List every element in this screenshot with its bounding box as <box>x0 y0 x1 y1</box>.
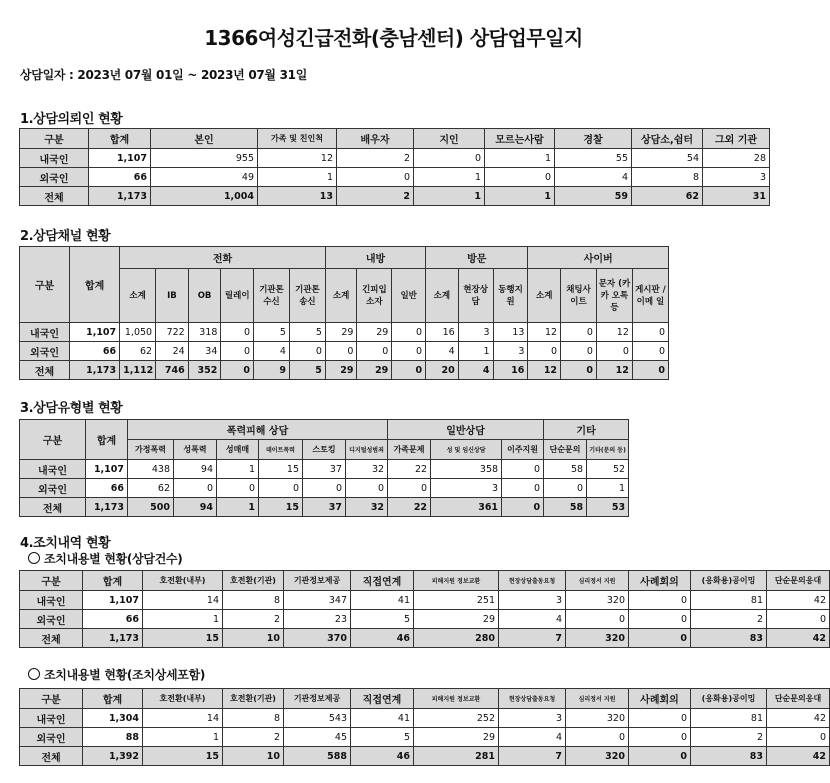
table-cell: 2 <box>337 187 414 206</box>
table-cell: 358 <box>431 460 502 479</box>
section-3-heading: 3.상담유형별 현황 <box>20 401 123 416</box>
table-cell: 352 <box>188 361 221 380</box>
table-cell: 1 <box>587 479 629 498</box>
table-cell: 24 <box>156 342 189 361</box>
document-title: 1366여성긴급전화(충남센터) 상담업무일지 <box>204 26 583 50</box>
header-general: 일반상담 <box>388 420 544 440</box>
table-cell: 0 <box>221 323 254 342</box>
column-subheader: OB <box>188 269 221 323</box>
table-cell: 66 <box>83 610 143 629</box>
table-cell: 0 <box>502 479 544 498</box>
column-header: 합계 <box>83 571 143 591</box>
table-cell: 5 <box>254 323 290 342</box>
table-cell: 31 <box>703 187 770 206</box>
table-cell: 0 <box>566 728 629 747</box>
table-cell: 37 <box>303 498 346 517</box>
column-header: 호전환(내부) <box>143 689 223 709</box>
column-header: 호전환(기관) <box>223 571 284 591</box>
table-cell: 0 <box>561 323 597 342</box>
column-subheader: 단순문의 <box>544 440 587 460</box>
table-cell: 14 <box>143 709 223 728</box>
table-cell: 52 <box>587 460 629 479</box>
table-cell: 41 <box>351 591 414 610</box>
header-phone: 전화 <box>120 247 326 269</box>
table-cell: 320 <box>566 629 629 648</box>
table-cell: 1 <box>414 187 485 206</box>
column-subheader: 가족문제 <box>388 440 431 460</box>
section-4-heading: 4.조치내역 현황 <box>20 536 111 551</box>
table-cell: 15 <box>143 629 223 648</box>
table-cell: 81 <box>691 591 767 610</box>
column-subheader: 가정폭력 <box>128 440 174 460</box>
table-cell: 62 <box>632 187 703 206</box>
table-cell: 0 <box>414 149 485 168</box>
column-subheader: 소계 <box>426 269 459 323</box>
table-cell: 0 <box>388 479 431 498</box>
column-header: 기관정보제공 <box>284 689 351 709</box>
table-cell: 0 <box>289 342 325 361</box>
table-cell: 5 <box>289 323 325 342</box>
table-cell: 3 <box>458 323 493 342</box>
table-cell: 0 <box>502 460 544 479</box>
circle-bullet-icon <box>28 668 40 680</box>
column-subheader: 기관톤 송신 <box>289 269 325 323</box>
table-cell: 58 <box>544 460 587 479</box>
header-total: 합계 <box>70 247 120 323</box>
table-cell: 1 <box>258 168 337 187</box>
table-cell: 34 <box>188 342 221 361</box>
table-row <box>20 187 770 206</box>
table-row <box>20 479 629 498</box>
row-label: 전체 <box>20 747 83 766</box>
column-subheader: 기타(문의 등) <box>587 440 629 460</box>
table-cell: 320 <box>566 591 629 610</box>
column-subheader: 채팅사 이트 <box>561 269 597 323</box>
table-cell: 41 <box>351 709 414 728</box>
table-cell: 0 <box>561 342 597 361</box>
table-cell: 320 <box>566 709 629 728</box>
table-cell: 1,004 <box>151 187 258 206</box>
table-cell: 0 <box>629 728 691 747</box>
column-header: 피해지원 정보교환 <box>414 571 499 591</box>
table-cell: 0 <box>566 610 629 629</box>
table-cell: 1,173 <box>89 187 151 206</box>
table-cell: 16 <box>426 323 459 342</box>
table-row <box>20 610 830 629</box>
column-header: 심리정서 지원 <box>566 571 629 591</box>
column-subheader: 게시판 /이메 일 <box>632 269 668 323</box>
table-cell: 318 <box>188 323 221 342</box>
table-cell: 0 <box>629 629 691 648</box>
table-cell: 3 <box>499 591 566 610</box>
table-cell: 0 <box>544 479 587 498</box>
column-header: 모르는사람 <box>485 129 555 149</box>
column-subheader: 이주지원 <box>502 440 544 460</box>
table-cell: 29 <box>357 361 392 380</box>
table-cell: 66 <box>70 342 120 361</box>
table-cell: 83 <box>691 747 767 766</box>
table-row <box>20 361 669 380</box>
column-header: 합계 <box>83 689 143 709</box>
table-cell: 9 <box>254 361 290 380</box>
header-gubun: 구분 <box>20 247 70 323</box>
table-cell: 3 <box>703 168 770 187</box>
column-header: 사례회의 <box>629 689 691 709</box>
table-cell: 0 <box>596 342 632 361</box>
row-label: 내국인 <box>20 323 70 342</box>
table-row <box>20 747 830 766</box>
table-cell: 2 <box>691 728 767 747</box>
column-header: 사례회의 <box>629 571 691 591</box>
table-cell: 3 <box>499 709 566 728</box>
column-subheader: 디지털성범죄 <box>346 440 388 460</box>
table-cell: 4 <box>499 728 566 747</box>
table-cell: 46 <box>351 747 414 766</box>
table-cell: 62 <box>120 342 156 361</box>
table-cell: 543 <box>284 709 351 728</box>
table-cell: 2 <box>337 149 414 168</box>
table-cell: 0 <box>303 479 346 498</box>
table-cell: 32 <box>346 460 388 479</box>
table-cell: 0 <box>259 479 303 498</box>
table-cell: 0 <box>174 479 217 498</box>
column-header: 현장상담출동요청 <box>499 571 566 591</box>
column-subheader: 문자 (카카 오톡등 <box>596 269 632 323</box>
column-header: 상담소,쉼터 <box>632 129 703 149</box>
column-header: 직접연계 <box>351 571 414 591</box>
table-cell: 12 <box>528 323 561 342</box>
table-cell: 1,173 <box>83 629 143 648</box>
table-cell: 88 <box>83 728 143 747</box>
column-header: 구분 <box>20 129 89 149</box>
table-cell: 3 <box>493 342 528 361</box>
table-cell: 3 <box>431 479 502 498</box>
table-cell: 1 <box>217 460 259 479</box>
table-cell: 8 <box>223 709 284 728</box>
table-cell: 0 <box>357 342 392 361</box>
table-cell: 4 <box>499 610 566 629</box>
header-visit-in: 내방 <box>325 247 425 269</box>
table-cell: 0 <box>502 498 544 517</box>
table-cell: 81 <box>691 709 767 728</box>
table-cell: 1,107 <box>89 149 151 168</box>
table-cell: 0 <box>325 342 357 361</box>
table-cell: 8 <box>632 168 703 187</box>
table-cell: 1 <box>485 149 555 168</box>
table-cell: 23 <box>284 610 351 629</box>
table-cell: 10 <box>223 747 284 766</box>
table-cell: 66 <box>86 479 128 498</box>
table-cell: 0 <box>392 342 426 361</box>
row-label: 전체 <box>20 629 83 648</box>
table-cell: 14 <box>143 591 223 610</box>
column-subheader: 소계 <box>325 269 357 323</box>
table-cell: 1,107 <box>86 460 128 479</box>
table-row <box>20 323 669 342</box>
row-label: 내국인 <box>20 709 83 728</box>
table-cell: 42 <box>767 709 830 728</box>
header-total: 합계 <box>86 420 128 460</box>
column-subheader: 데이트폭력 <box>259 440 303 460</box>
client-status-table <box>19 128 770 206</box>
action-status-table <box>19 570 830 648</box>
table-cell: 94 <box>174 498 217 517</box>
table-cell: 10 <box>223 629 284 648</box>
table-cell: 2 <box>691 610 767 629</box>
table-cell: 0 <box>485 168 555 187</box>
table-cell: 22 <box>388 498 431 517</box>
table-cell: 1,173 <box>70 361 120 380</box>
table-cell: 1,173 <box>86 498 128 517</box>
table-cell: 4 <box>254 342 290 361</box>
table-cell: 0 <box>767 610 830 629</box>
table-cell: 1,107 <box>83 591 143 610</box>
column-subheader: 기관톤 수신 <box>254 269 290 323</box>
table-cell: 0 <box>629 610 691 629</box>
table-cell: 347 <box>284 591 351 610</box>
column-subheader: 릴레이 <box>221 269 254 323</box>
table-cell: 94 <box>174 460 217 479</box>
table-cell: 1,107 <box>70 323 120 342</box>
table-cell: 0 <box>392 323 426 342</box>
table-cell: 49 <box>151 168 258 187</box>
table-cell: 1,392 <box>83 747 143 766</box>
table-cell: 42 <box>767 747 830 766</box>
column-header: 합계 <box>89 129 151 149</box>
table-row <box>20 342 669 361</box>
column-header: 구분 <box>20 571 83 591</box>
circle-bullet-icon <box>28 552 40 564</box>
column-header: (응화용)공이밍 <box>691 689 767 709</box>
column-header: 호전환(내부) <box>143 571 223 591</box>
table-cell: 15 <box>259 460 303 479</box>
action-detail-table <box>19 688 830 766</box>
header-violence: 폭력피해 상담 <box>128 420 388 440</box>
column-subheader: 성매매 <box>217 440 259 460</box>
table-cell: 281 <box>414 747 499 766</box>
column-header: 지인 <box>414 129 485 149</box>
column-header: 가족 및 친인척 <box>258 129 337 149</box>
row-label: 외국인 <box>20 610 83 629</box>
table-cell: 29 <box>414 610 499 629</box>
table-cell: 0 <box>392 361 426 380</box>
table-cell: 1 <box>143 728 223 747</box>
row-label: 외국인 <box>20 168 89 187</box>
table-cell: 59 <box>555 187 632 206</box>
table-row <box>20 149 770 168</box>
table-row <box>20 460 629 479</box>
section-1-heading: 1.상담의뢰인 현황 <box>20 112 123 127</box>
header-gubun: 구분 <box>20 420 86 460</box>
column-subheader: 소계 <box>120 269 156 323</box>
table-cell: 0 <box>629 709 691 728</box>
column-subheader: 스토킹 <box>303 440 346 460</box>
table-cell: 45 <box>284 728 351 747</box>
table-cell: 4 <box>426 342 459 361</box>
table-cell: 0 <box>561 361 597 380</box>
row-label: 외국인 <box>20 728 83 747</box>
column-header: 현장상담출동요청 <box>499 689 566 709</box>
table-cell: 251 <box>414 591 499 610</box>
table-cell: 12 <box>528 361 561 380</box>
section-2-heading: 2.상담채널 현황 <box>20 229 111 244</box>
table-cell: 42 <box>767 629 830 648</box>
table-cell: 0 <box>632 342 668 361</box>
table-cell: 280 <box>414 629 499 648</box>
table-cell: 66 <box>89 168 151 187</box>
column-header: 배우자 <box>337 129 414 149</box>
column-header: 단순문의응대 <box>767 689 830 709</box>
table-cell: 4 <box>555 168 632 187</box>
column-header: 단순문의응대 <box>767 571 830 591</box>
table-cell: 0 <box>337 168 414 187</box>
column-header: 심리정서 지원 <box>566 689 629 709</box>
table-cell: 0 <box>221 361 254 380</box>
table-cell: 1 <box>485 187 555 206</box>
column-header: 구분 <box>20 689 83 709</box>
table-cell: 0 <box>346 479 388 498</box>
table-cell: 5 <box>351 610 414 629</box>
table-cell: 320 <box>566 747 629 766</box>
table-cell: 28 <box>703 149 770 168</box>
table-cell: 12 <box>596 323 632 342</box>
table-cell: 438 <box>128 460 174 479</box>
table-row <box>20 498 629 517</box>
table-cell: 0 <box>632 361 668 380</box>
table-cell: 16 <box>493 361 528 380</box>
row-label: 전체 <box>20 498 86 517</box>
column-subheader: 현장상 담 <box>458 269 493 323</box>
table-cell: 7 <box>499 747 566 766</box>
table-cell: 0 <box>632 323 668 342</box>
table-cell: 955 <box>151 149 258 168</box>
table-cell: 29 <box>325 361 357 380</box>
table-cell: 29 <box>414 728 499 747</box>
table-cell: 83 <box>691 629 767 648</box>
consultation-period: 상담일자 : 2023년 07월 01일 ~ 2023년 07월 31일 <box>20 68 307 82</box>
table-row <box>20 591 830 610</box>
table-cell: 588 <box>284 747 351 766</box>
table-cell: 0 <box>629 591 691 610</box>
column-subheader: IB <box>156 269 189 323</box>
table-cell: 8 <box>223 591 284 610</box>
column-subheader: 일반 <box>392 269 426 323</box>
table-cell: 2 <box>223 728 284 747</box>
table-cell: 55 <box>555 149 632 168</box>
table-cell: 0 <box>528 342 561 361</box>
table-cell: 4 <box>458 361 493 380</box>
table-cell: 0 <box>221 342 254 361</box>
table-cell: 13 <box>258 187 337 206</box>
table-cell: 0 <box>217 479 259 498</box>
column-header: (응화용)공이밍 <box>691 571 767 591</box>
header-etc: 기타 <box>544 420 629 440</box>
table-cell: 15 <box>143 747 223 766</box>
table-cell: 62 <box>128 479 174 498</box>
table-cell: 15 <box>259 498 303 517</box>
table-cell: 5 <box>351 728 414 747</box>
column-subheader: 소계 <box>528 269 561 323</box>
header-cyber: 사이버 <box>528 247 669 269</box>
column-header: 피해지원 정보교환 <box>414 689 499 709</box>
table-cell: 5 <box>289 361 325 380</box>
table-cell: 12 <box>596 361 632 380</box>
table-row <box>20 728 830 747</box>
row-label: 내국인 <box>20 149 89 168</box>
column-subheader: 성 및 임신상담 <box>431 440 502 460</box>
section-4a-heading: 조치내용별 현황(상담건수) <box>28 550 182 567</box>
table-cell: 13 <box>493 323 528 342</box>
table-cell: 53 <box>587 498 629 517</box>
table-cell: 722 <box>156 323 189 342</box>
row-label: 전체 <box>20 187 89 206</box>
table-cell: 20 <box>426 361 459 380</box>
row-label: 외국인 <box>20 342 70 361</box>
table-cell: 0 <box>629 747 691 766</box>
table-cell: 1 <box>217 498 259 517</box>
column-subheader: 성폭력 <box>174 440 217 460</box>
table-cell: 370 <box>284 629 351 648</box>
table-cell: 252 <box>414 709 499 728</box>
table-cell: 22 <box>388 460 431 479</box>
column-header: 호전환(기관) <box>223 689 284 709</box>
column-header: 경찰 <box>555 129 632 149</box>
channel-status-table <box>19 246 669 380</box>
table-cell: 29 <box>357 323 392 342</box>
row-label: 전체 <box>20 361 70 380</box>
table-cell: 46 <box>351 629 414 648</box>
table-cell: 42 <box>767 591 830 610</box>
table-cell: 32 <box>346 498 388 517</box>
table-cell: 1,304 <box>83 709 143 728</box>
column-subheader: 동행지 원 <box>493 269 528 323</box>
row-label: 외국인 <box>20 479 86 498</box>
table-cell: 1 <box>143 610 223 629</box>
table-cell: 1,112 <box>120 361 156 380</box>
section-4b-heading: 조치내용별 현황(조치상세포함) <box>28 666 205 683</box>
table-cell: 0 <box>767 728 830 747</box>
row-label: 내국인 <box>20 591 83 610</box>
table-row <box>20 629 830 648</box>
header-visit-out: 방문 <box>426 247 528 269</box>
table-row <box>20 168 770 187</box>
table-cell: 7 <box>499 629 566 648</box>
type-status-table <box>19 419 629 517</box>
table-cell: 1 <box>458 342 493 361</box>
table-cell: 1,050 <box>120 323 156 342</box>
column-header: 그외 기관 <box>703 129 770 149</box>
column-header: 기관정보제공 <box>284 571 351 591</box>
table-cell: 361 <box>431 498 502 517</box>
table-cell: 12 <box>258 149 337 168</box>
table-cell: 58 <box>544 498 587 517</box>
table-cell: 1 <box>414 168 485 187</box>
table-cell: 500 <box>128 498 174 517</box>
table-cell: 2 <box>223 610 284 629</box>
column-subheader: 긴피입 소자 <box>357 269 392 323</box>
row-label: 내국인 <box>20 460 86 479</box>
column-header: 직접연계 <box>351 689 414 709</box>
table-row <box>20 709 830 728</box>
table-cell: 29 <box>325 323 357 342</box>
table-cell: 54 <box>632 149 703 168</box>
table-cell: 37 <box>303 460 346 479</box>
table-cell: 746 <box>156 361 189 380</box>
column-header: 본인 <box>151 129 258 149</box>
